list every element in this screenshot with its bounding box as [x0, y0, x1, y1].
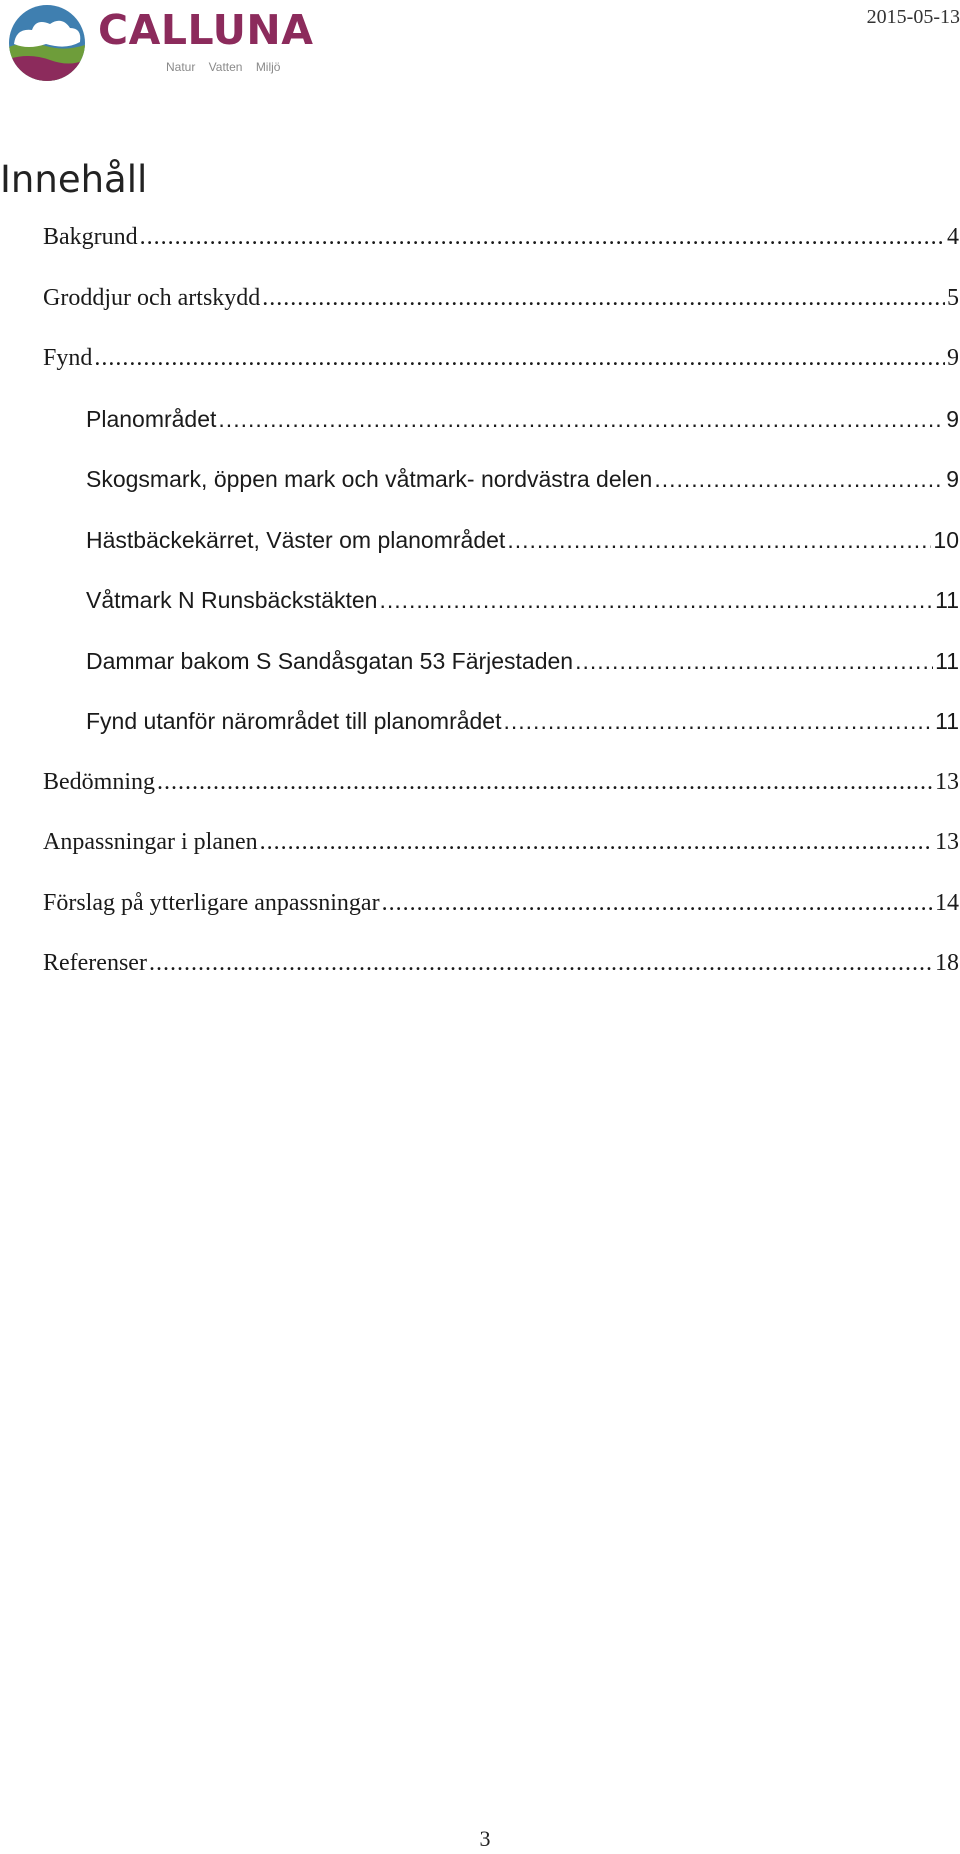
toc-entry-page: 11 [935, 708, 959, 734]
toc-dot-leader [149, 950, 933, 977]
toc-dot-leader [94, 345, 945, 372]
toc-entry[interactable] [0, 829, 960, 890]
calluna-logo [6, 4, 314, 84]
page-number: 3 [479, 1826, 491, 1851]
toc-entry-page: 9 [946, 405, 959, 432]
logo-emblem-icon [6, 4, 88, 82]
toc-entry[interactable] [0, 890, 960, 951]
toc-entry[interactable] [0, 708, 960, 769]
toc-dot-leader [157, 769, 933, 796]
toc-dot-leader [140, 224, 945, 251]
toc-heading: Innehåll [0, 158, 148, 201]
toc-dot-leader [575, 648, 933, 675]
toc-entry[interactable] [0, 648, 960, 709]
toc-entry-page: 11 [935, 647, 959, 674]
toc-entry-page: 13 [935, 768, 959, 795]
logo-name: CALLUNA [98, 6, 314, 54]
toc-entry-page: 11 [935, 587, 959, 613]
toc-entry-title: Referenser [43, 950, 147, 976]
toc-dot-leader [379, 587, 933, 614]
toc-entry[interactable] [0, 406, 960, 467]
toc-entry-title: Våtmark N Runsbäckstäkten [86, 587, 378, 613]
toc-entry-title: Bakgrund [43, 224, 138, 250]
toc-dot-leader [262, 285, 945, 312]
toc-entry[interactable] [0, 527, 960, 588]
toc-entry[interactable] [0, 224, 960, 285]
logo-tagline: Natur Vatten Miljö [166, 60, 281, 74]
document-date: 2015-05-13 [866, 6, 960, 28]
toc-entry-title: Anpassningar i planen [43, 829, 258, 855]
toc-entry-title: Planområdet [86, 405, 217, 432]
toc-entry[interactable] [0, 587, 960, 648]
toc-entry[interactable] [0, 466, 960, 527]
toc-entry-title: Dammar bakom S Sandåsgatan 53 Färjestaden [86, 647, 574, 674]
toc-entry-title: Förslag på ytterligare anpassningar [43, 889, 380, 916]
toc-entry-title: Skogsmark, öppen mark och våtmark- nordvästra delen [86, 466, 653, 492]
toc-entry-page: 10 [933, 526, 959, 553]
table-of-contents [0, 224, 960, 1011]
toc-entry-page: 9 [947, 345, 959, 371]
toc-entry-title: Hästbäckekärret, Väster om planområdet [86, 526, 506, 553]
toc-dot-leader [654, 466, 944, 493]
toc-dot-leader [382, 890, 933, 917]
toc-entry-page: 14 [935, 889, 959, 916]
toc-entry-page: 9 [946, 466, 959, 492]
toc-entry[interactable] [0, 345, 960, 406]
toc-entry[interactable] [0, 950, 960, 1011]
toc-entry-title: Fynd [43, 345, 93, 371]
toc-entry-page: 5 [947, 284, 959, 311]
toc-entry-title: Bedömning [43, 768, 155, 795]
toc-entry-title: Fynd utanför närområdet till planområdet [86, 708, 502, 734]
toc-entry[interactable] [0, 769, 960, 830]
toc-entry-page: 4 [947, 224, 959, 250]
toc-entry[interactable] [0, 285, 960, 346]
toc-entry-page: 18 [935, 950, 959, 976]
toc-entry-page: 13 [935, 829, 959, 855]
toc-entry-title: Groddjur och artskydd [43, 284, 261, 311]
toc-dot-leader [504, 708, 934, 735]
toc-dot-leader [507, 527, 931, 554]
toc-dot-leader [218, 406, 944, 433]
toc-dot-leader [260, 829, 933, 856]
